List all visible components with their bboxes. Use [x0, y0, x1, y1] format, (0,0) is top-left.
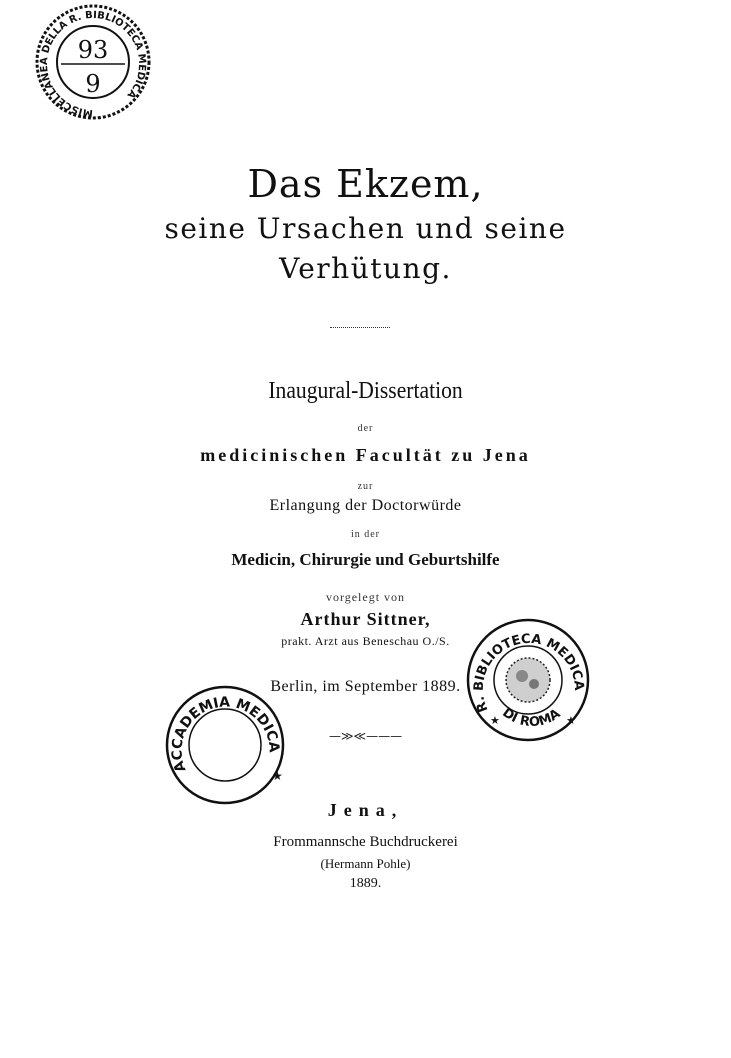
biblioteca-medica-stamp	[462, 614, 594, 746]
erlangung-text: Erlangung der Doctorwürde	[269, 497, 462, 514]
stamp-ring-text: MISCELLANEA DELLA R. BIBLIOTECA MEDICA	[38, 9, 148, 119]
title-divider	[330, 327, 390, 328]
svg-text:DI ROMA	[499, 705, 563, 730]
title-line-3: Verhütung.	[279, 252, 452, 285]
title-line-2: seine Ursachen und seine	[164, 212, 567, 245]
vorgelegt-text: vorgelegt von	[325, 590, 406, 604]
dissertation-heading: Inaugural-Dissertation	[268, 378, 463, 404]
der-text: der	[357, 423, 374, 434]
author-name: Arthur Sittner,	[300, 609, 431, 629]
accademia-ring-text: ACCADEMIA MEDICA	[169, 694, 282, 775]
library-number-stamp	[28, 2, 158, 122]
stamp-number-bottom: 9	[85, 70, 101, 98]
svg-text:★: ★	[490, 714, 500, 727]
svg-text:ACCADEMIA MEDICA	[169, 695, 281, 775]
imprint-city: Jena,	[327, 800, 404, 820]
place-date: Berlin, im September 1889.	[270, 678, 461, 695]
title-line-1: Das Ekzem,	[247, 162, 484, 206]
subjects-text: Medicin, Chirurgie und Geburtshilfe	[231, 550, 500, 569]
author-description: prakt. Arzt aus Beneschau O./S.	[281, 634, 450, 648]
biblioteca-bottom-text: DI ROMA	[499, 705, 564, 731]
imprint-year: 1889.	[349, 876, 382, 891]
stamp-number-top: 93	[77, 36, 109, 64]
imprint-printer-owner: (Hermann Pohle)	[320, 856, 411, 871]
ornament-divider: —≫≪———	[328, 729, 403, 743]
biblioteca-ring-text: R. BIBLIOTECA MEDICA	[471, 631, 587, 715]
svg-text:★: ★	[566, 714, 576, 727]
faculty-text: medicinischen Facultät zu Jena	[200, 445, 531, 465]
imprint-printer: Frommannsche Buchdruckerei	[273, 834, 458, 850]
in-der-text: in der	[350, 529, 381, 540]
svg-text:★: ★	[272, 769, 283, 783]
accademia-medica-stamp	[160, 680, 290, 810]
zur-text: zur	[357, 481, 374, 492]
